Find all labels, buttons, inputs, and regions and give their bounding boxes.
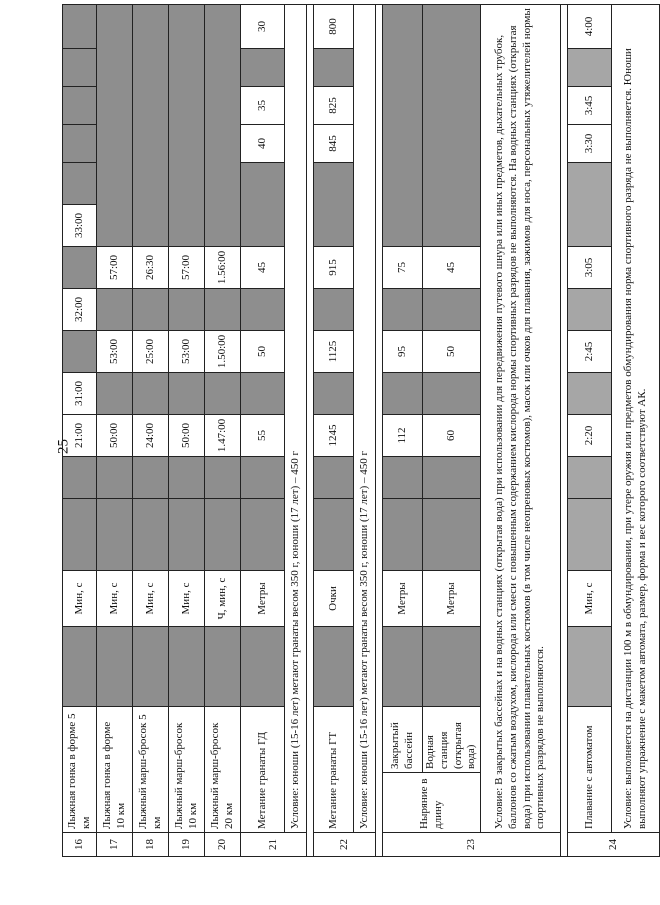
shaded-cell <box>423 373 481 415</box>
unit-cell: Мин, с <box>133 571 169 627</box>
value-cell: 55 <box>241 415 285 457</box>
value-cell: 60 <box>423 415 481 457</box>
shaded-cell <box>63 87 97 125</box>
norms-table <box>62 4 660 857</box>
spacer-row <box>561 5 568 857</box>
value-cell: 3:30 <box>568 125 612 163</box>
value-cell: 2:20 <box>568 415 612 457</box>
value-cell: 825 <box>314 87 354 125</box>
shaded-cell <box>169 289 205 331</box>
value-cell: 53:00 <box>97 331 133 373</box>
discipline-name: Лыжная гонка в форме 5 км <box>63 707 97 833</box>
condition-row <box>612 5 660 857</box>
shaded-cell <box>423 627 481 707</box>
unit-cell: Метры <box>383 571 423 627</box>
condition-row <box>285 5 307 857</box>
row-number: 21 <box>241 833 307 857</box>
condition-text: Условие: выполняется на дистанции 100 м в обмундировании, при утере оружия или предметов обмундирования норма спортивного разряда не выполняется. Юноши выполняют упражнение с макетом автомата, размер, форма и вес которого соответствуют АК. <box>612 5 660 833</box>
discipline-name: Ныряние в длину <box>383 773 481 833</box>
unit-cell: Мин, с <box>169 571 205 627</box>
value-cell: 1.56:00 <box>205 247 241 289</box>
table-row <box>383 5 423 857</box>
shaded-cell <box>97 457 133 499</box>
shaded-cell <box>205 373 241 415</box>
shaded-cell <box>568 373 612 415</box>
value-cell: 915 <box>314 247 354 289</box>
row-number: 20 <box>205 833 241 857</box>
shaded-cell <box>241 457 285 499</box>
row-number: 22 <box>314 833 376 857</box>
discipline-name: Метание гранаты ГД <box>241 707 285 833</box>
shaded-cell <box>423 289 481 331</box>
unit-cell: Метры <box>423 571 481 627</box>
table-row <box>169 5 205 857</box>
shaded-cell <box>314 457 354 499</box>
shaded-cell <box>314 289 354 331</box>
shaded-cell <box>568 49 612 87</box>
value-cell: 4:00 <box>568 5 612 49</box>
shaded-cell <box>133 627 169 707</box>
shaded-cell <box>423 457 481 499</box>
table-row <box>568 5 612 857</box>
shaded-cell <box>133 5 169 247</box>
sub-discipline-name: Водная станция (открытая вода) <box>423 707 481 773</box>
shaded-cell <box>383 499 423 571</box>
value-cell: 45 <box>241 247 285 289</box>
discipline-name: Лыжный марш-бросок 10 км <box>169 707 205 833</box>
value-cell: 57:00 <box>97 247 133 289</box>
value-cell: 800 <box>314 5 354 49</box>
condition-text: Условие: юноши (15-16 лет) метают гранаты весом 350 г, юноши (17 лет) – 450 г <box>285 5 307 833</box>
row-number: 17 <box>97 833 133 857</box>
table-row <box>97 5 133 857</box>
value-cell: 1245 <box>314 415 354 457</box>
shaded-cell <box>568 627 612 707</box>
shaded-cell <box>241 627 285 707</box>
row-number: 16 <box>63 833 97 857</box>
value-cell: 112 <box>383 415 423 457</box>
value-cell: 1.47:00 <box>205 415 241 457</box>
value-cell: 53:00 <box>169 331 205 373</box>
shaded-cell <box>314 163 354 247</box>
shaded-cell <box>241 499 285 571</box>
shaded-cell <box>205 457 241 499</box>
shaded-cell <box>241 289 285 331</box>
discipline-name: Лыжный марш-бросок 5 км <box>133 707 169 833</box>
spacer-row <box>307 5 314 857</box>
row-number: 23 <box>383 833 561 857</box>
shaded-cell <box>97 289 133 331</box>
value-cell: 1125 <box>314 331 354 373</box>
unit-cell: Мин, с <box>63 571 97 627</box>
sub-discipline-name: Закрытый бассейн <box>383 707 423 773</box>
condition-row <box>481 5 561 857</box>
shaded-cell <box>133 373 169 415</box>
value-cell: 845 <box>314 125 354 163</box>
shaded-cell <box>314 627 354 707</box>
shaded-cell <box>241 163 285 247</box>
shaded-cell <box>568 289 612 331</box>
shaded-cell <box>241 373 285 415</box>
shaded-cell <box>63 247 97 289</box>
row-number: 18 <box>133 833 169 857</box>
table-row <box>241 5 285 857</box>
value-cell: 30 <box>241 5 285 49</box>
shaded-cell <box>133 499 169 571</box>
shaded-cell <box>63 499 97 571</box>
value-cell: 40 <box>241 125 285 163</box>
condition-text: Условие: В закрытых бассейнах и на водных станциях (открытая вода) при использовании для передвижения путевого шнура или иных предметов, дыхательных трубок, баллонов со сжатым воздухом, кислорода или смеси с повышенным содержанием кислорода нормы спортивных разрядов не выполняются. На водных станциях (открытая вода) при использовании плавательных костюмов (в том числе неопреновых костюмов), масок или очков для плавания, зажимов для носа, персональных утяжелителей нормы спортивных разрядов не выполняются. <box>481 5 561 833</box>
value-cell: 50:00 <box>169 415 205 457</box>
page-number: 25 <box>55 439 72 454</box>
value-cell: 35 <box>241 87 285 125</box>
value-cell: 26:30 <box>133 247 169 289</box>
shaded-cell <box>568 499 612 571</box>
value-cell: 57:00 <box>169 247 205 289</box>
shaded-cell <box>383 289 423 331</box>
shaded-cell <box>205 627 241 707</box>
shaded-cell <box>205 289 241 331</box>
unit-cell: Мин, с <box>568 571 612 627</box>
unit-cell: Мин, с <box>97 571 133 627</box>
row-number: 19 <box>169 833 205 857</box>
shaded-cell <box>568 163 612 247</box>
discipline-name: Метание гранаты ГТ <box>314 707 354 833</box>
row-number: 24 <box>568 833 660 857</box>
value-cell: 50 <box>241 331 285 373</box>
shaded-cell <box>568 457 612 499</box>
value-cell: 31:00 <box>63 373 97 415</box>
unit-cell: Метры <box>241 571 285 627</box>
shaded-cell <box>169 457 205 499</box>
value-cell: 2:45 <box>568 331 612 373</box>
shaded-cell <box>97 499 133 571</box>
shaded-cell <box>383 627 423 707</box>
shaded-cell <box>63 163 97 205</box>
value-cell: 75 <box>383 247 423 289</box>
shaded-cell <box>97 627 133 707</box>
shaded-cell <box>97 5 133 247</box>
value-cell: 45 <box>423 247 481 289</box>
table-row <box>423 5 481 857</box>
table-row <box>205 5 241 857</box>
value-cell: 3:05 <box>568 247 612 289</box>
value-cell: 32:00 <box>63 289 97 331</box>
shaded-cell <box>133 289 169 331</box>
value-cell: 24:00 <box>133 415 169 457</box>
condition-row <box>354 5 376 857</box>
unit-cell: Очки <box>314 571 354 627</box>
table-row <box>314 5 354 857</box>
condition-text: Условие: юноши (15-16 лет) метают гранаты весом 350 г, юноши (17 лет) – 450 г <box>354 5 376 833</box>
discipline-name: Лыжная гонка в форме 10 км <box>97 707 133 833</box>
shaded-cell <box>169 5 205 247</box>
value-cell: 50 <box>423 331 481 373</box>
shaded-cell <box>63 125 97 163</box>
shaded-cell <box>169 499 205 571</box>
shaded-cell <box>241 49 285 87</box>
shaded-cell <box>169 373 205 415</box>
discipline-name: Плавание с автоматом <box>568 707 612 833</box>
shaded-cell <box>63 627 97 707</box>
shaded-cell <box>423 5 481 247</box>
value-cell: 25:00 <box>133 331 169 373</box>
value-cell: 3:45 <box>568 87 612 125</box>
unit-cell: Ч, мин, с <box>205 571 241 627</box>
shaded-cell <box>205 499 241 571</box>
value-cell: 33:00 <box>63 205 97 247</box>
shaded-cell <box>97 373 133 415</box>
value-cell: 21:00 <box>63 415 97 457</box>
shaded-cell <box>314 499 354 571</box>
rotated-page <box>62 8 648 857</box>
shaded-cell <box>205 5 241 247</box>
shaded-cell <box>133 457 169 499</box>
shaded-cell <box>314 49 354 87</box>
shaded-cell <box>383 5 423 247</box>
shaded-cell <box>63 49 97 87</box>
shaded-cell <box>63 5 97 49</box>
value-cell: 50:00 <box>97 415 133 457</box>
shaded-cell <box>423 499 481 571</box>
discipline-name: Лыжный марш-бросок 20 км <box>205 707 241 833</box>
shaded-cell <box>383 373 423 415</box>
table-row <box>63 5 97 857</box>
shaded-cell <box>63 331 97 373</box>
spacer-row <box>376 5 383 857</box>
table-row <box>133 5 169 857</box>
shaded-cell <box>169 627 205 707</box>
shaded-cell <box>383 457 423 499</box>
value-cell: 1.50:00 <box>205 331 241 373</box>
shaded-cell <box>63 457 97 499</box>
value-cell: 95 <box>383 331 423 373</box>
shaded-cell <box>314 373 354 415</box>
